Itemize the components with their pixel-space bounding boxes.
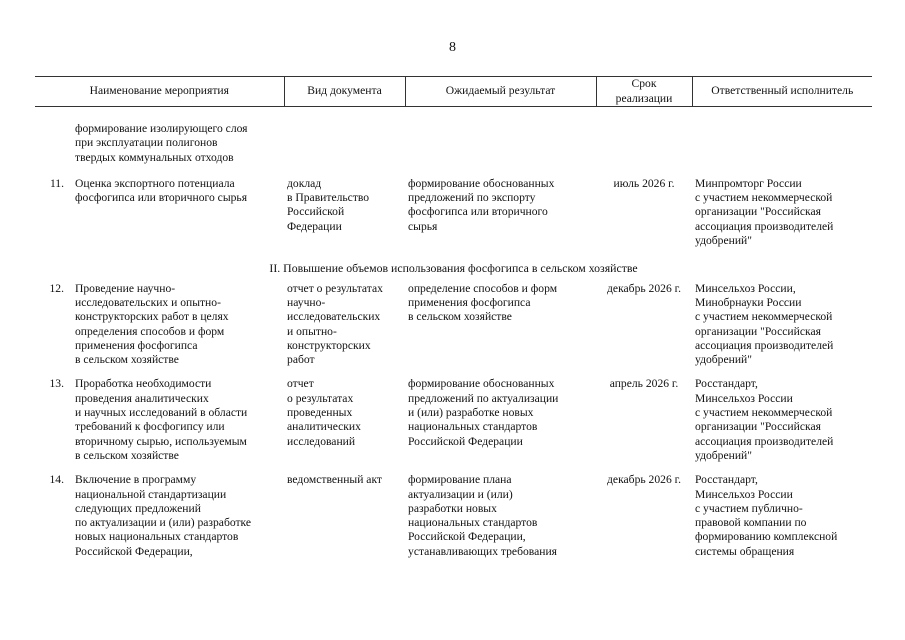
table-header-row (35, 77, 872, 107)
row-name: Проработка необходимости проведения аналитических и научных исследований в области требований к фосфогипсу или вторичному сырью, используемым в сельском хозяйстве (75, 377, 248, 462)
row-responsible: Минпромторг России с участием некоммерческой организации "Российская ассоциация производителей удобрений" (695, 176, 834, 248)
row-deadline: декабрь 2026 г. (607, 281, 681, 295)
section-title: II. Повышение объемов использования фосфогипса в сельском хозяйстве (269, 261, 638, 276)
page-number: 8 (449, 40, 456, 55)
table-row (35, 177, 872, 258)
section-row (35, 258, 872, 281)
row-responsible: Минсельхоз России, Минобрнауки России с участием некоммерческой организации "Российская ассоциация производителей удобрений" (695, 281, 834, 367)
row-deadline: июль 2026 г. (613, 176, 675, 190)
continuation-name: формирование изолирующего слоя при эксплуатации полигонов твердых коммунальных отходов (75, 122, 248, 164)
action-plan-table (35, 76, 872, 569)
row-doc-type: отчет о результатах проведенных аналитических исследований (287, 377, 361, 448)
continuation-row (35, 122, 872, 177)
table-row (35, 282, 872, 378)
row-deadline: декабрь 2026 г. (607, 473, 681, 487)
row-name: Включение в программу национальной стандартизации следующих предложений по актуализации и (или) разработке новых национальных стандартов Российской Федерации, (75, 473, 252, 558)
row-number: 11. (49, 176, 64, 190)
row-doc-type: доклад в Правительство Российской Федерации (287, 176, 370, 233)
row-result: формирование обоснованных предложений по экспорту фосфогипса или вторичного сырья (408, 176, 555, 233)
row-name: Проведение научно- исследовательских и опытно- конструкторских работ в целях определения способов и форм применения фосфогипса в сельском хозяйстве (75, 281, 229, 367)
header-result: Ожидаемый результат (405, 77, 596, 107)
row-doc-type: ведомственный акт (287, 473, 382, 487)
row-number: 12. (49, 281, 64, 295)
header-responsible: Ответственный исполнитель (692, 77, 872, 107)
row-doc-type: отчет о результатах научно- исследовательских и опытно- конструкторских работ (287, 281, 383, 367)
table-row (35, 377, 872, 473)
row-name: Оценка экспортного потенциала фосфогипса или вторичного сырья (75, 176, 248, 205)
row-number: 14. (49, 473, 64, 487)
header-doc-type: Вид документа (284, 77, 405, 107)
row-result: определение способов и форм применения фосфогипса в сельском хозяйстве (408, 281, 558, 324)
header-name: Наименование мероприятия (35, 77, 284, 107)
header-deadline: Срок реализации (596, 77, 692, 107)
table-row (35, 473, 872, 569)
row-responsible: Росстандарт, Минсельхоз России с участием некоммерческой организации "Российская ассоциация производителей удобрений" (695, 377, 834, 462)
row-deadline: апрель 2026 г. (609, 377, 679, 391)
row-result: формирование обоснованных предложений по актуализации и (или) разработке новых национальных стандартов Российской Федерации (408, 377, 559, 448)
row-result: формирование плана актуализации и (или) разработки новых национальных стандартов Российской Федерации, устанавливающих требования (408, 473, 557, 558)
row-number: 13. (49, 377, 64, 391)
row-responsible: Росстандарт, Минсельхоз России с участием публично- правовой компании по формированию комплексной системы обращения (695, 473, 838, 558)
